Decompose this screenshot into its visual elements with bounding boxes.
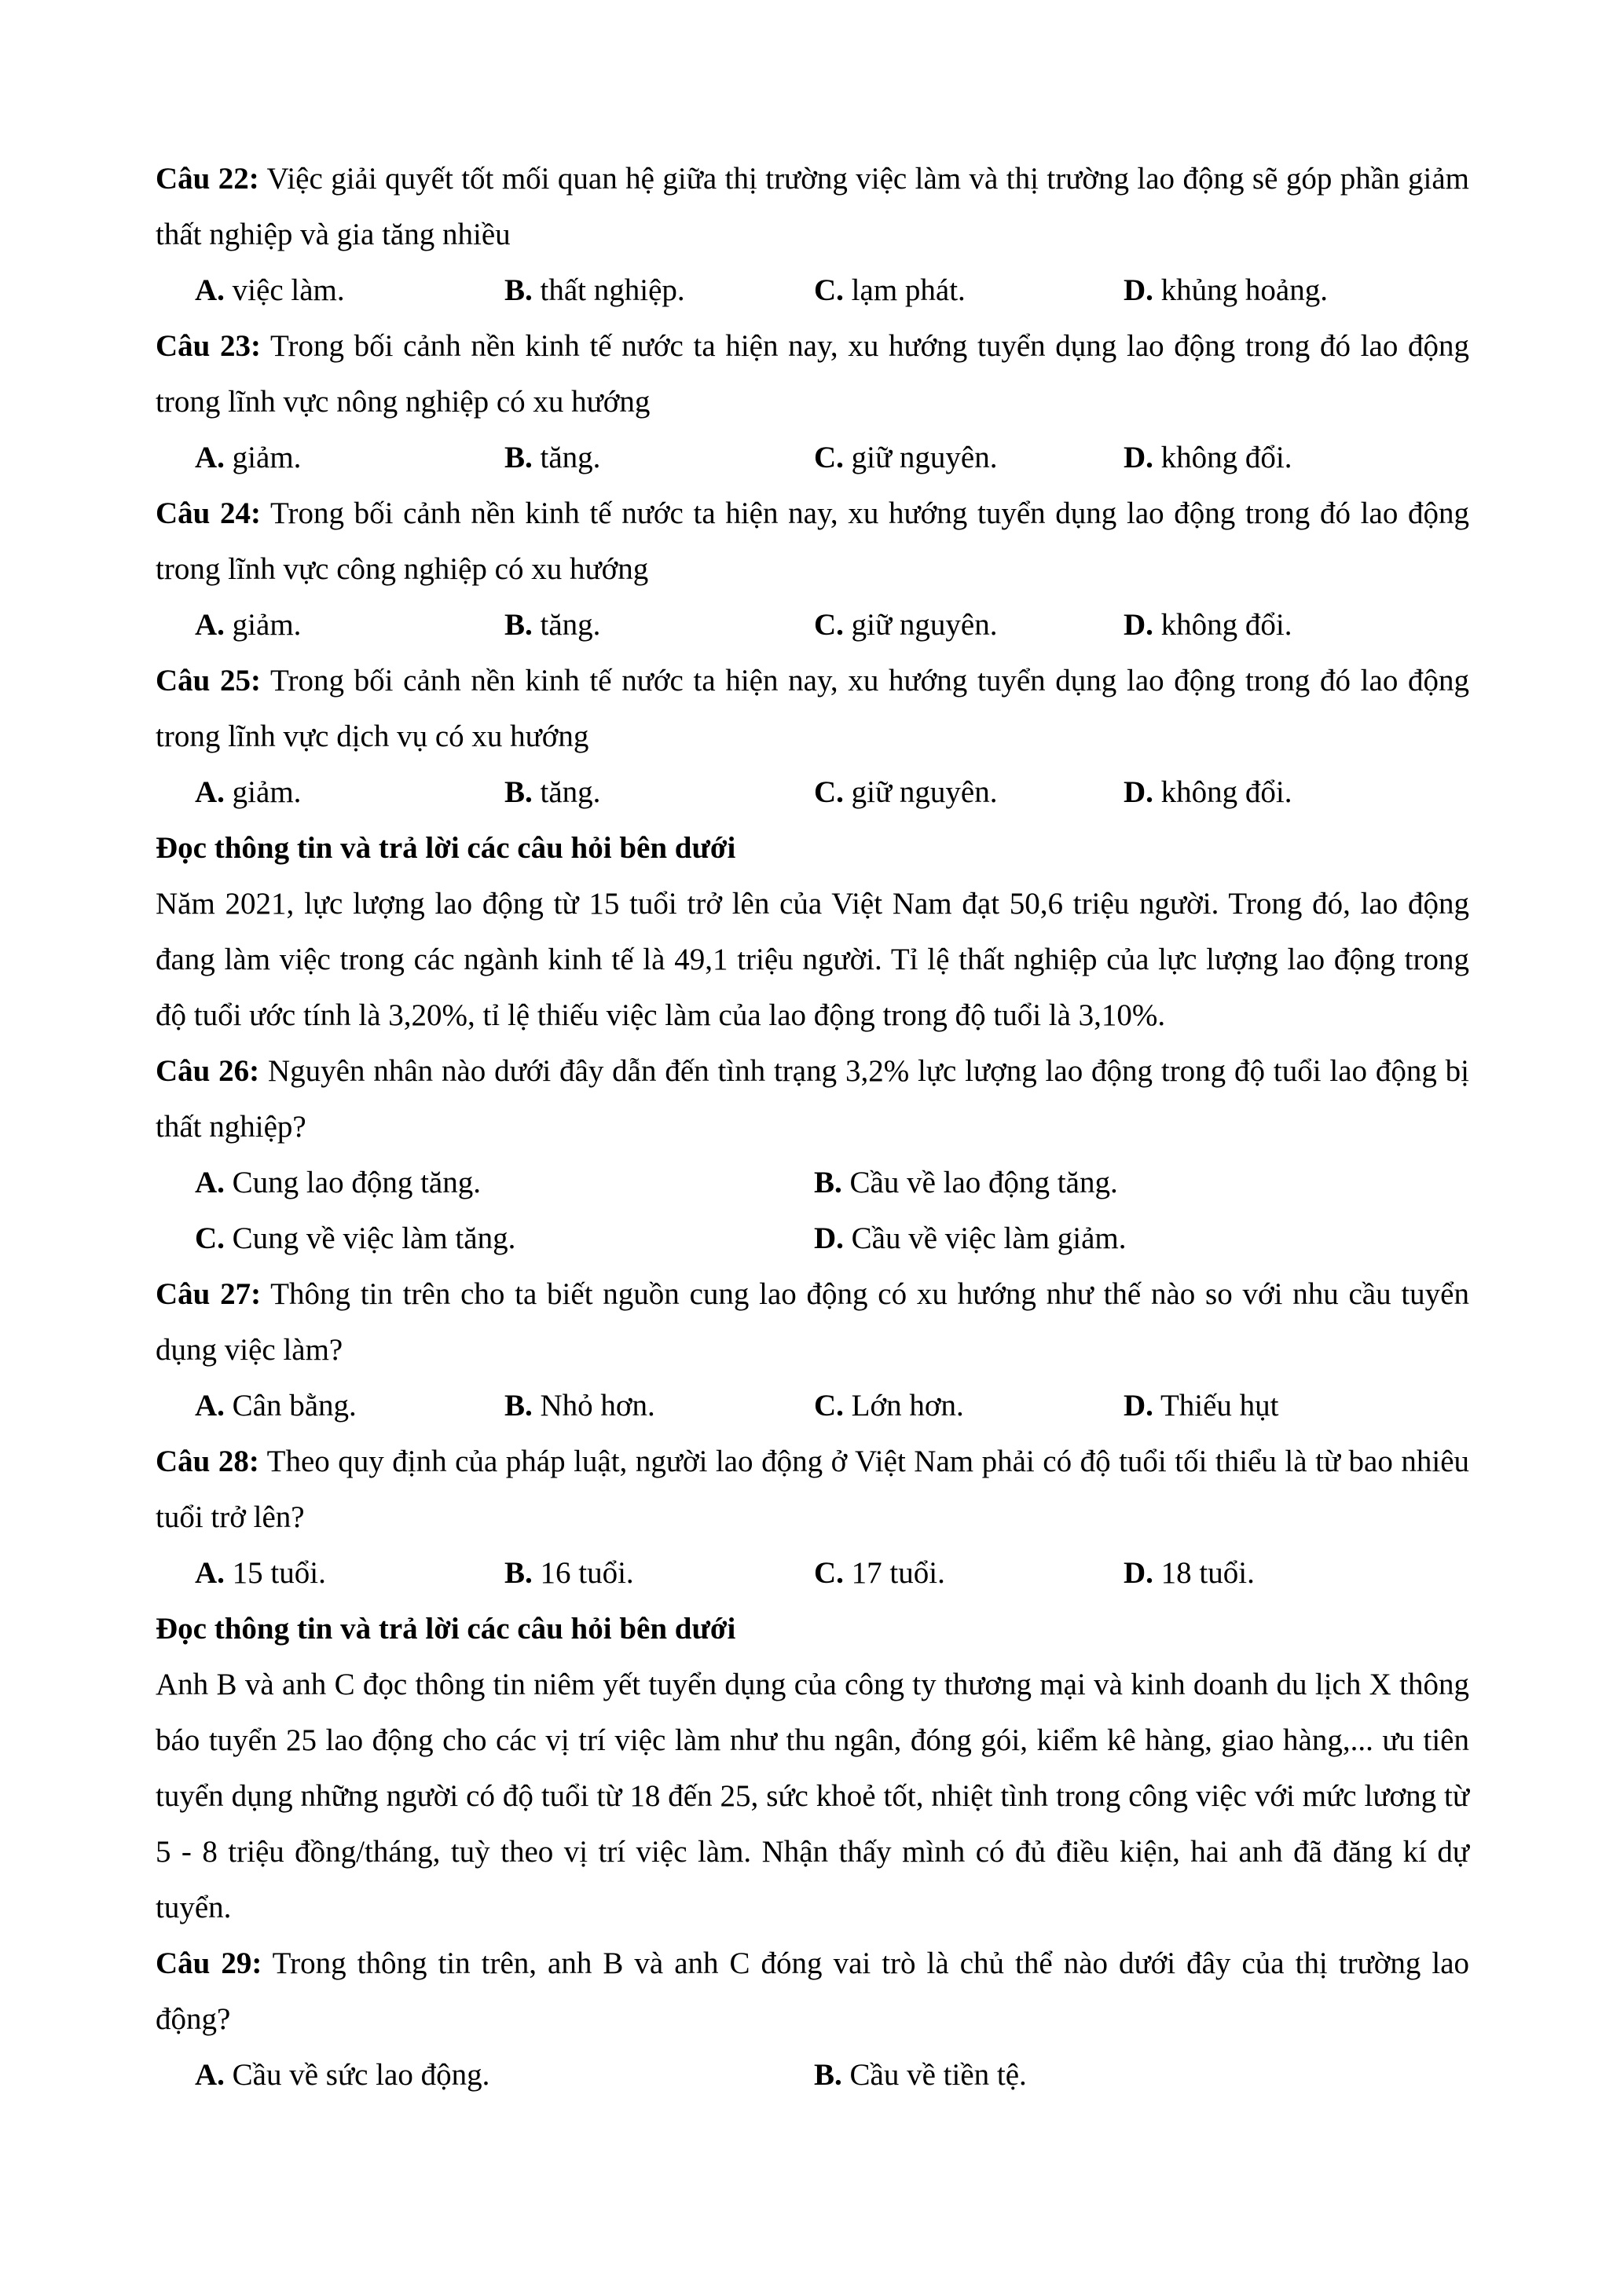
answer-option <box>814 764 1124 820</box>
option-letter: C. <box>814 775 844 809</box>
option-text: giảm. <box>224 608 302 642</box>
option-text: Cung lao động tăng. <box>224 1166 481 1199</box>
answer-option <box>1124 262 1433 318</box>
question-text: Trong bối cảnh nền kinh tế nước ta hiện nay, xu hướng tuyển dụng lao động trong đó lao động trong lĩnh vực nông nghiệp có xu hướng <box>156 329 1469 419</box>
info-paragraph: Anh B và anh C đọc thông tin niêm yết tuyển dụng của công ty thương mại và kinh doanh du lịch X thông báo tuyển 25 lao động cho các vị trí việc làm như thu ngân, đóng gói, kiểm kê hàng, giao hàng,... ưu tiên tuyển dụng những người có độ tuổi từ 18 đến 25, sức khoẻ tốt, nhiệt tình trong công việc với mức lương từ 5 - 8 triệu đồng/tháng, tuỳ theo vị trí việc làm. Nhận thấy mình có đủ điều kiện, hai anh đã đăng kí dự tuyển. <box>156 1668 1469 1924</box>
answer-options <box>156 1545 1469 1601</box>
option-letter: A. <box>195 441 225 474</box>
option-text: tăng. <box>532 608 601 642</box>
option-text: không đổi. <box>1153 608 1292 642</box>
question-number: Câu 25: <box>156 664 262 698</box>
option-letter: D. <box>1124 1389 1153 1423</box>
question <box>156 485 1469 597</box>
question-text: Theo quy định của pháp luật, người lao động ở Việt Nam phải có độ tuổi tối thiểu là từ bao nhiêu tuổi trở lên? <box>156 1445 1470 1534</box>
option-text: 18 tuổi. <box>1153 1556 1255 1590</box>
answer-option <box>814 1545 1124 1601</box>
section-heading: Đọc thông tin và trả lời các câu hỏi bên dưới <box>156 831 736 865</box>
option-letter: C. <box>814 441 844 474</box>
answer-option <box>814 1210 1433 1266</box>
question-text: Thông tin trên cho ta biết nguồn cung lao động có xu hướng như thế nào so với nhu cầu tuyển dụng việc làm? <box>156 1277 1469 1367</box>
option-text: Cầu về lao động tăng. <box>841 1166 1118 1199</box>
question <box>156 151 1469 262</box>
option-letter: B. <box>504 1389 533 1423</box>
option-text: giữ nguyên. <box>843 441 998 474</box>
question-text: Trong bối cảnh nền kinh tế nước ta hiện nay, xu hướng tuyển dụng lao động trong đó lao động trong lĩnh vực dịch vụ có xu hướng <box>156 664 1469 753</box>
option-text: giảm. <box>224 441 302 474</box>
answer-option <box>504 1378 814 1434</box>
answer-option <box>195 1155 814 1210</box>
option-letter: A. <box>195 1389 225 1423</box>
answer-option <box>814 1378 1124 1434</box>
answer-options <box>156 597 1469 653</box>
option-text: 15 tuổi. <box>224 1556 326 1590</box>
answer-option <box>195 1378 504 1434</box>
answer-options <box>156 1378 1469 1434</box>
answer-option <box>504 1545 814 1601</box>
question-number: Câu 24: <box>156 496 262 530</box>
option-text: giảm. <box>224 775 302 809</box>
option-text: việc làm. <box>224 273 345 307</box>
option-letter: D. <box>1124 608 1153 642</box>
option-text: Cân bằng. <box>224 1389 357 1423</box>
option-text: giữ nguyên. <box>843 775 998 809</box>
answer-option <box>814 430 1124 485</box>
answer-option <box>195 1545 504 1601</box>
answer-option <box>195 1210 814 1266</box>
question <box>156 1434 1469 1545</box>
option-text: Lớn hơn. <box>843 1389 964 1423</box>
answer-option <box>504 262 814 318</box>
option-text: Cung về việc làm tăng. <box>224 1221 516 1255</box>
option-letter: D. <box>1124 273 1153 307</box>
answer-option <box>1124 597 1433 653</box>
option-letter: B. <box>504 1556 533 1590</box>
question-number: Câu 29: <box>156 1946 262 1980</box>
answer-option <box>1124 430 1433 485</box>
option-text: Thiếu hụt <box>1153 1389 1279 1423</box>
answer-option <box>814 262 1124 318</box>
option-text: tăng. <box>532 775 601 809</box>
option-text: khủng hoảng. <box>1153 273 1328 307</box>
question-text: Trong thông tin trên, anh B và anh C đóng vai trò là chủ thể nào dưới đây của thị trường lao động? <box>156 1946 1469 2036</box>
section-heading: Đọc thông tin và trả lời các câu hỏi bên dưới <box>156 1612 736 1646</box>
option-text: giữ nguyên. <box>843 608 998 642</box>
option-letter: B. <box>814 2058 842 2092</box>
option-text: 16 tuổi. <box>532 1556 634 1590</box>
answer-option <box>1124 1378 1433 1434</box>
option-text: Cầu về sức lao động. <box>224 2058 490 2092</box>
answer-options <box>156 430 1469 485</box>
option-letter: C. <box>195 1221 225 1255</box>
question-number: Câu 27: <box>156 1277 262 1311</box>
document-content <box>156 151 1469 2103</box>
question <box>156 318 1469 430</box>
option-letter: A. <box>195 1166 225 1199</box>
answer-options <box>156 764 1469 820</box>
answer-options <box>156 2047 1469 2103</box>
question <box>156 1935 1469 2047</box>
option-text: không đổi. <box>1153 775 1292 809</box>
option-letter: B. <box>504 273 533 307</box>
answer-options <box>156 1155 1469 1210</box>
question-number: Câu 28: <box>156 1445 259 1478</box>
question-text: Việc giải quyết tốt mối quan hệ giữa thị trường việc làm và thị trường lao động sẽ góp phần giảm thất nghiệp và gia tăng nhiều <box>156 162 1470 251</box>
option-text: lạm phát. <box>843 273 966 307</box>
option-text: Cầu về tiền tệ. <box>841 2058 1027 2092</box>
question-number: Câu 22: <box>156 162 259 196</box>
option-letter: C. <box>814 1556 844 1590</box>
option-letter: A. <box>195 2058 225 2092</box>
answer-option <box>1124 1545 1433 1601</box>
option-letter: D. <box>1124 1556 1153 1590</box>
option-letter: D. <box>1124 775 1153 809</box>
option-letter: B. <box>504 775 533 809</box>
option-letter: B. <box>814 1166 842 1199</box>
option-text: 17 tuổi. <box>843 1556 945 1590</box>
option-letter: C. <box>814 273 844 307</box>
question-number: Câu 23: <box>156 329 262 363</box>
answer-option <box>195 764 504 820</box>
question-number: Câu 26: <box>156 1054 260 1088</box>
question-text: Nguyên nhân nào dưới đây dẫn đến tình trạng 3,2% lực lượng lao động trong độ tuổi lao động bị thất nghiệp? <box>156 1054 1470 1144</box>
option-letter: D. <box>1124 441 1153 474</box>
answer-option <box>814 2047 1433 2103</box>
answer-option <box>814 597 1124 653</box>
option-letter: A. <box>195 273 225 307</box>
answer-option <box>1124 764 1433 820</box>
option-letter: B. <box>504 608 533 642</box>
option-letter: C. <box>814 608 844 642</box>
question <box>156 1266 1469 1378</box>
option-letter: B. <box>504 441 533 474</box>
option-text: không đổi. <box>1153 441 1292 474</box>
option-letter: A. <box>195 775 225 809</box>
answer-options <box>156 262 1469 318</box>
answer-option <box>195 597 504 653</box>
question <box>156 653 1469 764</box>
option-text: Cầu về việc làm giảm. <box>843 1221 1127 1255</box>
option-text: thất nghiệp. <box>532 273 685 307</box>
answer-option <box>814 1155 1433 1210</box>
answer-option <box>504 764 814 820</box>
option-text: tăng. <box>532 441 601 474</box>
answer-option <box>504 597 814 653</box>
answer-option <box>195 262 504 318</box>
info-paragraph: Năm 2021, lực lượng lao động từ 15 tuổi trở lên của Việt Nam đạt 50,6 triệu người. Trong đó, lao động đang làm việc trong các ngành kinh tế là 49,1 triệu người. Tỉ lệ thất nghiệp của lực lượng lao động trong độ tuổi ước tính là 3,20%, tỉ lệ thiếu việc làm của lao động trong độ tuổi là 3,10%. <box>156 887 1469 1032</box>
answer-options <box>156 1210 1469 1266</box>
question-text: Trong bối cảnh nền kinh tế nước ta hiện nay, xu hướng tuyển dụng lao động trong đó lao động trong lĩnh vực công nghiệp có xu hướng <box>156 496 1469 586</box>
answer-option <box>195 2047 814 2103</box>
option-letter: D. <box>814 1221 844 1255</box>
answer-option <box>504 430 814 485</box>
answer-option <box>195 430 504 485</box>
question <box>156 1043 1469 1155</box>
option-text: Nhỏ hơn. <box>532 1389 655 1423</box>
option-letter: C. <box>814 1389 844 1423</box>
option-letter: A. <box>195 608 225 642</box>
option-letter: A. <box>195 1556 225 1590</box>
